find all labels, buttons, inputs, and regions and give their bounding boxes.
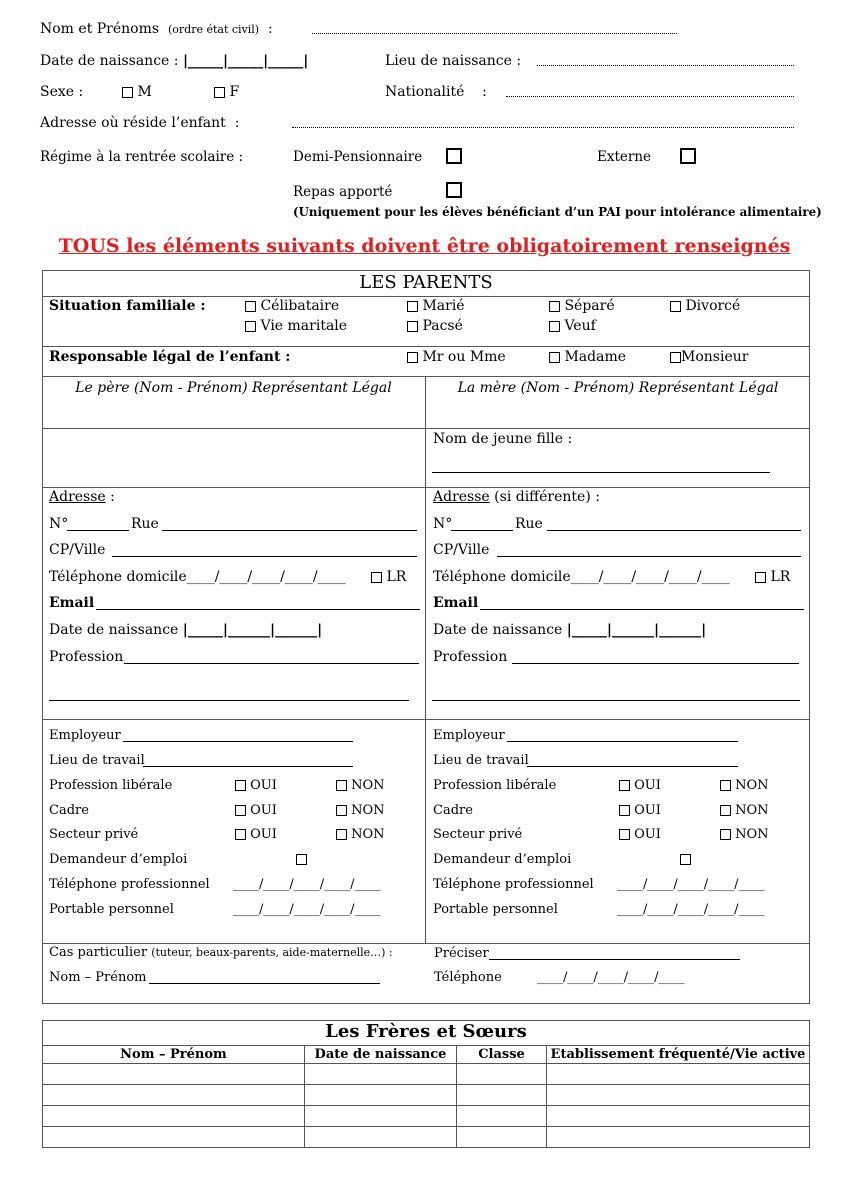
child-address-label <box>40 116 239 130</box>
mother-numero-field[interactable] <box>451 530 513 531</box>
table-cell[interactable] <box>457 1064 547 1085</box>
table-cell[interactable] <box>305 1106 457 1127</box>
special-case-note: (tuteur, beaux-parents, aide-maternelle…) : <box>151 946 393 959</box>
checkbox-icon[interactable] <box>619 780 630 791</box>
responsable-mr-mme[interactable] <box>407 350 506 364</box>
situation-vie-maritale[interactable] <box>245 319 347 333</box>
regime-label: Régime à la rentrée scolaire : <box>40 149 244 165</box>
mother-address-label-text: Adresse <box>433 489 490 505</box>
table-cell[interactable] <box>305 1085 457 1106</box>
sex-f-checkbox[interactable] <box>214 87 225 98</box>
mother-prof-liberale-oui[interactable] <box>619 779 661 792</box>
checkbox-icon[interactable] <box>549 301 560 312</box>
mother-prof-liberale-non[interactable] <box>720 779 769 792</box>
father-rue-field[interactable] <box>162 530 417 531</box>
mother-rue-field[interactable] <box>547 530 801 531</box>
non-label: NON <box>735 827 769 842</box>
nationality-colon: : <box>482 84 487 100</box>
table-cell[interactable] <box>547 1064 810 1085</box>
father-jobseeker-label: Demandeur d’emploi <box>49 852 188 867</box>
column-divider <box>425 376 426 943</box>
mother-profession-field[interactable] <box>512 663 799 664</box>
table-cell[interactable] <box>43 1127 305 1148</box>
mother-mobile-field[interactable]: ____/____/____/____/____ <box>617 902 765 917</box>
table-row <box>43 1064 810 1085</box>
father-phone-pro-label: Téléphone professionnel <box>49 877 210 892</box>
father-prof-liberale-oui[interactable] <box>235 779 277 792</box>
oui-label: OUI <box>634 803 661 818</box>
nationality-label-text: Nationalité <box>385 84 465 100</box>
non-label: NON <box>351 778 385 793</box>
checkbox-icon[interactable] <box>235 780 246 791</box>
regime-externe-box[interactable] <box>680 148 696 164</box>
special-phone-label: Téléphone <box>434 970 502 985</box>
table-row <box>43 1127 810 1148</box>
mother-address-note: (si différente) : <box>494 489 600 505</box>
situation-label: Situation familiale : <box>49 298 206 314</box>
checkbox-icon[interactable] <box>407 301 418 312</box>
sex-m-option[interactable] <box>122 85 152 99</box>
father-cadre-label: Cadre <box>49 803 89 818</box>
situation-celibataire[interactable] <box>245 299 339 313</box>
siblings-table <box>42 1045 810 1148</box>
responsable-label: Responsable légal de l’enfant : <box>49 349 291 365</box>
column-header-etablissement: Etablissement fréquenté/Vie active <box>547 1046 810 1064</box>
option-label: Vie maritale <box>260 318 348 334</box>
table-cell[interactable] <box>43 1064 305 1085</box>
special-case-label-text: Cas particulier <box>49 945 148 960</box>
table-cell[interactable] <box>43 1106 305 1127</box>
child-address-field[interactable] <box>292 127 794 128</box>
mother-cadre-oui[interactable] <box>619 804 661 817</box>
checkbox-icon[interactable] <box>336 780 347 791</box>
table-row <box>43 1085 810 1106</box>
father-cadre-oui[interactable] <box>235 804 277 817</box>
father-phone-label-text: Téléphone domicile <box>49 569 187 585</box>
checkbox-icon[interactable] <box>245 301 256 312</box>
father-prof-liberale-label: Profession libérale <box>49 778 173 793</box>
sex-f-label: F <box>229 84 240 100</box>
lr-label: LR <box>770 569 791 585</box>
divider <box>42 376 810 377</box>
father-mobile-label: Portable personnel <box>49 902 174 917</box>
father-secteur-oui[interactable] <box>235 828 277 841</box>
oui-label: OUI <box>634 778 661 793</box>
father-employer-field[interactable] <box>123 741 353 742</box>
responsable-madame[interactable] <box>549 350 626 364</box>
sex-m-label: M <box>137 84 152 100</box>
father-workplace-field[interactable] <box>143 766 353 767</box>
option-label: Monsieur <box>681 349 749 365</box>
table-cell[interactable] <box>457 1085 547 1106</box>
regime-demi-label: Demi-Pensionnaire <box>293 149 423 165</box>
father-rue-label: Rue <box>131 516 159 532</box>
father-phone-pro-field[interactable]: ____/____/____/____/____ <box>233 877 381 892</box>
parents-title: LES PARENTS <box>359 272 493 293</box>
checkbox-icon[interactable] <box>670 301 681 312</box>
table-cell[interactable] <box>457 1106 547 1127</box>
father-cadre-non[interactable] <box>336 804 385 817</box>
father-prof-liberale-non[interactable] <box>336 779 385 792</box>
checkbox-icon[interactable] <box>407 352 418 363</box>
father-jobseeker-checkbox[interactable] <box>296 853 307 866</box>
special-phone-field[interactable]: ____/____/____/____/____ <box>537 970 685 985</box>
mother-mobile-label: Portable personnel <box>433 902 558 917</box>
child-address-colon: : <box>234 115 240 131</box>
non-label: NON <box>735 803 769 818</box>
mother-workplace-label: Lieu de travail <box>433 753 529 768</box>
mother-employer-label: Employeur <box>433 728 505 743</box>
oui-label: OUI <box>634 827 661 842</box>
checkbox-icon[interactable] <box>336 829 347 840</box>
mother-address-label <box>433 490 600 504</box>
child-name-label <box>40 22 273 36</box>
child-name-note: (ordre état civil) <box>167 23 260 36</box>
special-name-field[interactable] <box>149 983 380 984</box>
father-address-colon: : <box>110 489 115 505</box>
mother-birthdate-field[interactable]: |_____|______|______| <box>566 622 707 638</box>
non-label: NON <box>735 778 769 793</box>
father-secteur-non[interactable] <box>336 828 385 841</box>
preciser-field[interactable] <box>489 959 740 960</box>
divider <box>42 346 810 347</box>
regime-repas-label: Repas apporté <box>293 184 393 200</box>
table-cell[interactable] <box>547 1085 810 1106</box>
checkbox-icon[interactable] <box>245 321 256 332</box>
oui-label: OUI <box>250 778 277 793</box>
child-sex-label: Sexe : <box>40 84 84 100</box>
mother-rue-label: Rue <box>515 516 543 532</box>
father-email-field[interactable] <box>96 609 420 610</box>
option-label: Pacsé <box>422 318 463 334</box>
table-cell[interactable] <box>547 1127 810 1148</box>
child-birthdate-label <box>40 54 308 68</box>
child-name-field[interactable] <box>312 33 677 34</box>
situation-marie[interactable] <box>407 299 465 313</box>
checkbox-icon[interactable] <box>235 805 246 816</box>
nationality-field[interactable] <box>506 96 794 97</box>
mother-employer-field[interactable] <box>507 741 738 742</box>
father-secteur-label: Secteur privé <box>49 827 139 842</box>
father-cp-field[interactable] <box>112 556 417 557</box>
situation-divorce[interactable] <box>670 299 740 313</box>
father-email-label: Email <box>49 595 95 611</box>
child-name-label-text: Nom et Prénoms <box>40 21 160 37</box>
regime-repas-box[interactable] <box>446 182 462 198</box>
regime-note: (Uniquement pour les élèves bénéficiant d’un PAI pour intolérance alimentaire) <box>293 205 822 219</box>
mandatory-notice: TOUS les éléments suivants doivent être obligatoirement renseignés <box>58 235 791 257</box>
checkbox-icon[interactable] <box>680 854 691 865</box>
father-address-label-text: Adresse <box>49 489 106 505</box>
child-name-colon: : <box>268 21 273 37</box>
mother-profession-label: Profession <box>433 649 508 665</box>
non-label: NON <box>351 827 385 842</box>
siblings-title: Les Frères et Sœurs <box>325 1021 527 1042</box>
checkbox-icon[interactable] <box>619 805 630 816</box>
mother-jobseeker-label: Demandeur d’emploi <box>433 852 572 867</box>
mother-phone-field[interactable]: ____/____/____/____/____ <box>570 569 730 585</box>
option-label: Marié <box>422 298 465 314</box>
father-birthdate-field[interactable]: |_____|______|______| <box>182 622 323 638</box>
father-numero-field[interactable] <box>67 530 129 531</box>
table-cell[interactable] <box>547 1106 810 1127</box>
divider <box>42 719 810 720</box>
mother-secteur-label: Secteur privé <box>433 827 523 842</box>
father-employer-label: Employeur <box>49 728 121 743</box>
checkbox-icon[interactable] <box>235 829 246 840</box>
nationality-label <box>385 85 487 99</box>
divider <box>42 428 810 429</box>
non-label: NON <box>351 803 385 818</box>
mother-cadre-non[interactable] <box>720 804 769 817</box>
mother-lr-option[interactable] <box>755 570 790 584</box>
table-cell[interactable] <box>43 1085 305 1106</box>
special-case-label <box>49 946 393 959</box>
father-numero-label: N° <box>49 516 69 532</box>
mother-cp-label: CP/Ville <box>433 542 490 558</box>
father-phone-label <box>49 570 346 584</box>
mother-secteur-non[interactable] <box>720 828 769 841</box>
mother-birthdate-label <box>433 623 706 637</box>
checkbox-icon[interactable] <box>336 805 347 816</box>
situation-veuf[interactable] <box>549 319 596 333</box>
checkbox-icon[interactable] <box>549 321 560 332</box>
regime-externe-label: Externe <box>597 149 652 165</box>
mother-prof-liberale-label: Profession libérale <box>433 778 557 793</box>
checkbox-icon[interactable] <box>720 780 731 791</box>
option-label: Mr ou Mme <box>422 349 506 365</box>
father-cp-label: CP/Ville <box>49 542 106 558</box>
divider <box>42 487 810 488</box>
mother-phone-label <box>433 570 730 584</box>
option-label: Divorcé <box>685 298 741 314</box>
oui-label: OUI <box>250 827 277 842</box>
checkbox-icon[interactable] <box>407 321 418 332</box>
father-phone-field[interactable]: ____/____/____/____/____ <box>186 569 346 585</box>
regime-externe-checkbox[interactable] <box>680 148 696 164</box>
sex-f-option[interactable] <box>214 85 239 99</box>
checkbox-icon[interactable] <box>296 854 307 865</box>
table-cell[interactable] <box>457 1127 547 1148</box>
child-birthplace-label: Lieu de naissance : <box>385 53 522 69</box>
mother-birthdate-label-text: Date de naissance <box>433 622 563 638</box>
table-row <box>43 1106 810 1127</box>
column-header-classe: Classe <box>457 1046 547 1064</box>
preciser-label: Préciser <box>434 946 489 961</box>
checkbox-icon[interactable] <box>371 572 382 583</box>
situation-separe[interactable] <box>549 299 615 313</box>
mother-profession-field-2[interactable] <box>432 700 800 701</box>
father-profession-field[interactable] <box>124 663 419 664</box>
checkbox-icon[interactable] <box>720 829 731 840</box>
father-address-label <box>49 490 115 504</box>
mother-phone-label-text: Téléphone domicile <box>433 569 571 585</box>
divider <box>42 296 810 297</box>
option-label: Madame <box>564 349 627 365</box>
special-name-label: Nom – Prénom <box>49 970 147 985</box>
mother-cadre-label: Cadre <box>433 803 473 818</box>
siblings-header-row <box>43 1046 810 1064</box>
maiden-name-field[interactable] <box>432 472 770 473</box>
mother-phone-pro-field[interactable]: ____/____/____/____/____ <box>617 877 765 892</box>
checkbox-icon[interactable] <box>720 805 731 816</box>
sex-m-checkbox[interactable] <box>122 87 133 98</box>
checkbox-icon[interactable] <box>755 572 766 583</box>
mother-header: La mère (Nom - Prénom) Représentant Légal <box>457 380 779 396</box>
lr-label: LR <box>386 569 407 585</box>
checkbox-icon[interactable] <box>549 352 560 363</box>
child-birthdate-label-text: Date de naissance : <box>40 53 179 69</box>
table-cell[interactable] <box>305 1127 457 1148</box>
option-label: Séparé <box>564 298 615 314</box>
responsable-monsieur[interactable] <box>670 350 748 364</box>
column-header-name: Nom – Prénom <box>43 1046 305 1064</box>
divider <box>42 943 810 944</box>
mother-secteur-oui[interactable] <box>619 828 661 841</box>
option-label: Veuf <box>564 318 596 334</box>
mother-cp-field[interactable] <box>497 556 801 557</box>
regime-demi-checkbox[interactable] <box>446 148 462 164</box>
father-header: Le père (Nom - Prénom) Représentant Légal <box>75 380 392 396</box>
oui-label: OUI <box>250 803 277 818</box>
mother-workplace-field[interactable] <box>527 766 738 767</box>
situation-pacse[interactable] <box>407 319 463 333</box>
father-workplace-label: Lieu de travail <box>49 753 145 768</box>
regime-demi-box[interactable] <box>446 148 462 164</box>
mother-email-label: Email <box>433 595 479 611</box>
regime-repas-checkbox[interactable] <box>446 182 462 198</box>
checkbox-icon[interactable] <box>619 829 630 840</box>
checkbox-icon[interactable] <box>670 352 681 363</box>
child-birthdate-field[interactable]: |_____|_____|_____| <box>182 53 309 69</box>
table-cell[interactable] <box>305 1064 457 1085</box>
column-header-birthdate: Date de naissance <box>305 1046 457 1064</box>
child-address-label-text: Adresse où réside l’enfant <box>40 115 226 131</box>
mother-email-field[interactable] <box>480 609 804 610</box>
mother-jobseeker-checkbox[interactable] <box>680 853 691 866</box>
mother-phone-pro-label: Téléphone professionnel <box>433 877 594 892</box>
option-label: Célibataire <box>260 298 340 314</box>
father-birthdate-label-text: Date de naissance <box>49 622 179 638</box>
father-profession-field-2[interactable] <box>49 700 409 701</box>
father-birthdate-label <box>49 623 322 637</box>
father-mobile-field[interactable]: ____/____/____/____/____ <box>233 902 381 917</box>
maiden-name-label: Nom de jeune fille : <box>433 431 573 447</box>
child-birthplace-field[interactable] <box>537 65 794 66</box>
father-profession-label: Profession <box>49 649 124 665</box>
father-lr-option[interactable] <box>371 570 406 584</box>
mother-numero-label: N° <box>433 516 453 532</box>
